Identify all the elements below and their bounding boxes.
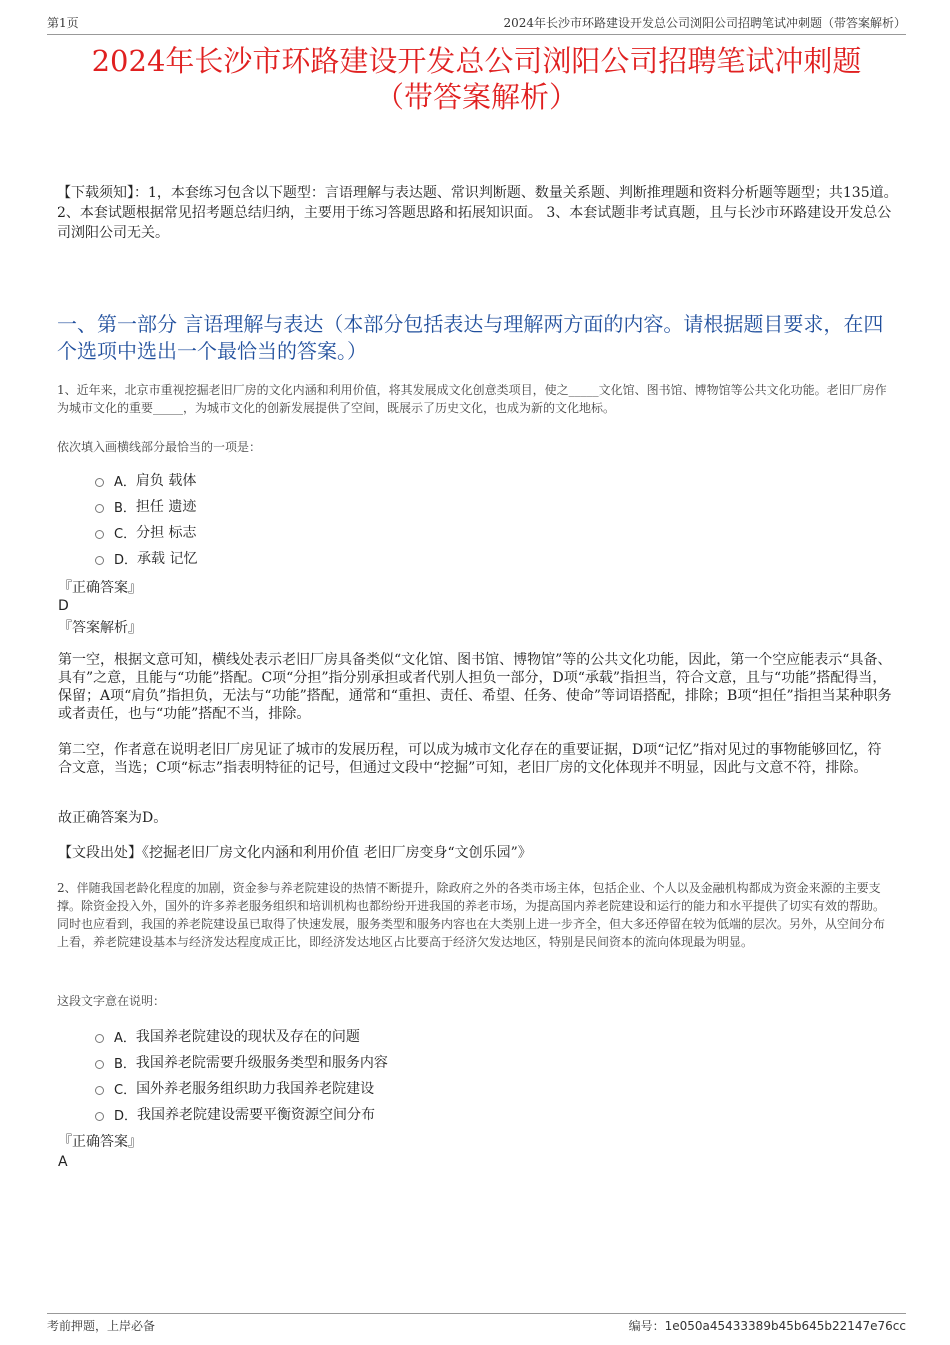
- answer-value: A: [58, 1154, 68, 1170]
- radio-button[interactable]: [95, 1034, 104, 1043]
- answer-label: 『正确答案』: [58, 580, 142, 596]
- option-d[interactable]: [95, 1101, 388, 1127]
- option-d[interactable]: [95, 545, 197, 571]
- radio-button[interactable]: [95, 1086, 104, 1095]
- document-id-code: 1e050a45433389b45b645b22147e76cc: [664, 1319, 906, 1333]
- option-b[interactable]: [95, 493, 197, 519]
- radio-button[interactable]: [95, 1060, 104, 1069]
- radio-button[interactable]: [95, 504, 104, 513]
- download-notice: 【下载须知】：1，本套练习包含以下题型：言语理解与表达题、常识判断题、数量关系题、判断推理题和资料分析题等题型；共135道。 2、本套试题根据常见招考题总结归纳，主要用于练习答题思路和拓展知识面。 3、本套试题非考试真题，且与长沙市环路建设开发总公司浏阳公司无关。: [57, 185, 898, 241]
- title-line-1: 2024年长沙市环路建设开发总公司浏阳公司招聘笔试冲刺题: [91, 44, 862, 78]
- question-2-text: 2、伴随我国老龄化程度的加剧，资金参与养老院建设的热情不断提升，除政府之外的各类市场主体，包括企业、个人以及金融机构都成为资金来源的主要支撑。除资金投入外，国外的许多养老服务组织和培训机构也都纷纷开进我国的养老市场，为提高国内养老院建设和运行的能力和水平提供了切实有效的帮助。同时也应看到，我国的养老院建设虽已取得了快速发展，服务类型和服务内容也在大类别上进一步齐全，但大多还停留在较为低端的层次。另外，从空间分布上看，养老院建设基本与经济发达程度成正比，即经济发达地区占比要高于经济欠发达地区，特别是民间资本的流向体现最为明显。: [57, 881, 886, 949]
- question-1-options: [95, 467, 197, 571]
- option-letter: B．: [114, 500, 136, 516]
- document-id: [629, 1317, 906, 1334]
- option-c[interactable]: [95, 519, 197, 545]
- page-number: 第1页: [47, 16, 79, 30]
- document-title: [47, 43, 906, 115]
- page-header: [47, 14, 906, 35]
- option-text: 承载 记忆: [137, 551, 198, 567]
- question-2-options: [95, 1023, 388, 1127]
- option-text: 担任 遗迹: [135, 499, 197, 515]
- footer-slogan: 考前押题，上岸必备: [47, 1319, 156, 1333]
- option-text: 我国养老院需要升级服务类型和服务内容: [135, 1055, 388, 1071]
- radio-button[interactable]: [95, 478, 104, 487]
- option-letter: A．: [114, 1030, 136, 1046]
- radio-button[interactable]: [95, 1112, 104, 1121]
- option-letter: A．: [114, 474, 136, 490]
- option-text: 国外养老服务组织助力我国养老院建设: [136, 1081, 375, 1097]
- question-1-text: 1、近年来，北京市重视挖掘老旧厂房的文化内涵和利用价值，将其发展成文化创意类项目，使之_____文化馆、图书馆、博物馆等公共文化功能。老旧厂房作为城市文化的重要_____，为城市文化的创新发展提供了空间，既展示了历史文化，也成为新的文化地标。: [57, 383, 887, 415]
- section-heading: 一、第一部分 言语理解与表达（本部分包括表达与理解两方面的内容。请根据题目要求，在四个选项中选出一个最恰当的答案。）: [57, 312, 884, 363]
- option-text: 我国养老院建设需要平衡资源空间分布: [137, 1107, 376, 1123]
- option-letter: C．: [114, 1082, 137, 1098]
- page-footer: [47, 1313, 906, 1334]
- option-letter: D．: [114, 552, 138, 568]
- document-id-label: 编号：: [628, 1319, 665, 1333]
- radio-button[interactable]: [95, 530, 104, 539]
- option-letter: D．: [114, 1108, 138, 1124]
- answer-label: 『正确答案』: [58, 1134, 142, 1150]
- analysis-paragraph-1: 第一空，根据文意可知，横线处表示老旧厂房具备类似“文化馆、图书馆、博物馆”等的公共文化功能，因此，第一个空应能表示“具备、具有”之意，且能与“功能”搭配。C项“分担”指分别承担或者代别人担负一部分，D项“承载”指担当，符合文意，且与“功能”搭配得当，保留；A项“肩负”指担负，无法与“功能”搭配，通常和“重担、责任、希望、任务、使命”等词语搭配，排除；B项“担任”指担当某种职务或者责任，也与“功能”搭配不当，排除。: [58, 652, 892, 722]
- option-letter: C．: [114, 526, 137, 542]
- option-c[interactable]: [95, 1075, 388, 1101]
- question-1-prompt: 依次填入画横线部分最恰当的一项是：: [57, 440, 262, 454]
- option-a[interactable]: [95, 467, 197, 493]
- analysis-conclusion: 故正确答案为D。: [58, 810, 168, 826]
- header-doc-title: 2024年长沙市环路建设开发总公司浏阳公司招聘笔试冲刺题（带答案解析）: [503, 16, 906, 30]
- source-citation: 【文段出处】《挖掘老旧厂房文化内涵和利用价值 老旧厂房变身“文创乐园”》: [58, 845, 532, 861]
- title-line-2: （带答案解析）: [374, 80, 578, 114]
- option-b[interactable]: [95, 1049, 388, 1075]
- analysis-label: 『答案解析』: [58, 620, 142, 636]
- option-text: 分担 标志: [136, 525, 197, 541]
- answer-value: D: [58, 598, 69, 614]
- question-2-prompt: 这段文字意在说明：: [57, 994, 166, 1008]
- option-a[interactable]: [95, 1023, 388, 1049]
- analysis-paragraph-2: 第二空，作者意在说明老旧厂房见证了城市的发展历程，可以成为城市文化存在的重要证据，D项“记忆”指对见过的事物能够回忆，符合文意，当选；C项“标志”指表明特征的记号，但通过文段中“挖掘”可知，老旧厂房的文化体现并不明显，因此与文意不符，排除。: [58, 742, 882, 776]
- option-text: 肩负 载体: [135, 473, 197, 489]
- option-text: 我国养老院建设的现状及存在的问题: [135, 1029, 360, 1045]
- radio-button[interactable]: [95, 556, 104, 565]
- option-letter: B．: [114, 1056, 136, 1072]
